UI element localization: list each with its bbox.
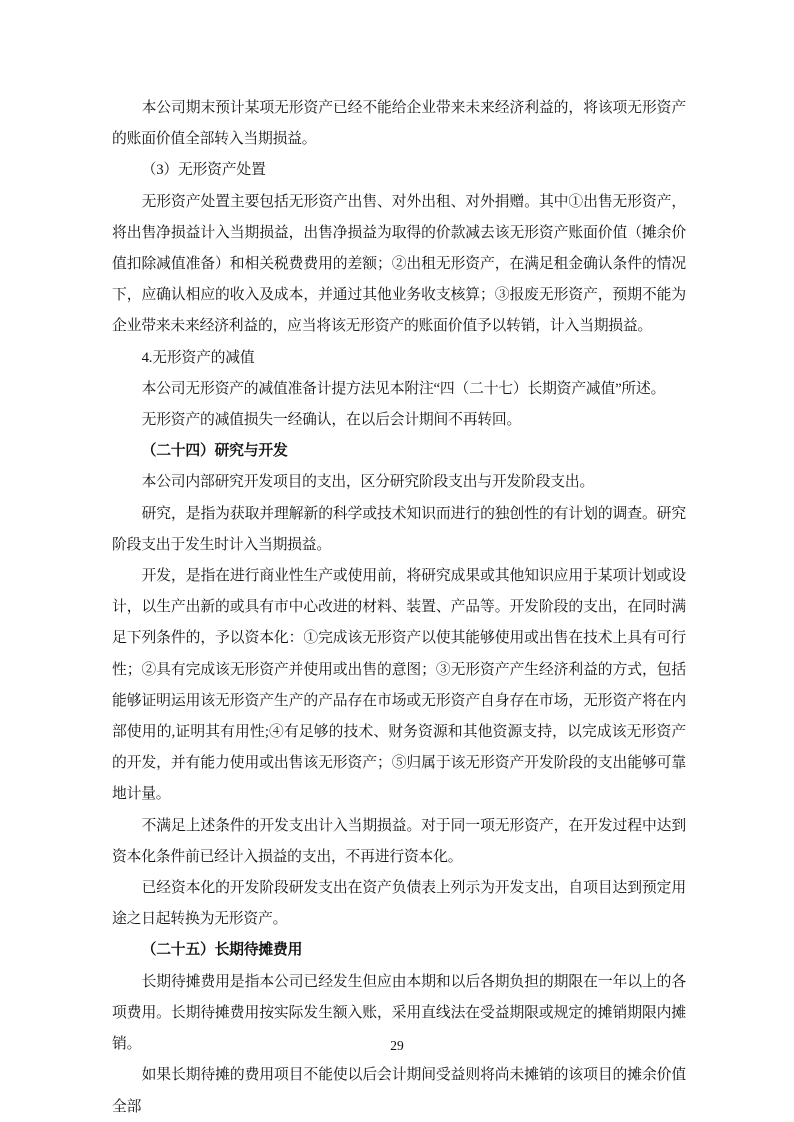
paragraph-deferred-expenses-definition: 长期待摊费用是指本公司已经发生但应由本期和以后各期负担的期限在一年以上的各项费用。长期待摊费用按实际发生额入账，采用直线法在受益期限或规定的摊销期限内摊销。	[112, 973, 686, 1053]
section-heading-longterm-deferred-expenses: （二十五）长期待摊费用	[141, 942, 303, 959]
paragraph-intangible-disposal-detail: 无形资产处置主要包括无形资产出售、对外出租、对外捐赠。其中①出售无形资产，将出售净损益计入当期损益，出售净损益为取得的价款减去该无形资产账面价值（摊余价值扣除减值准备）和相关税费费用的差额；②出租无形资产，在满足租金确认条件的情况下，应确认相应的收入及成本，并通过其他业务收支核算；③报废无形资产，预期不能为企业带来未来经济利益的，应当将该无形资产的账面价值予以转销，计入当期损益。	[112, 193, 686, 335]
page-number: 29	[390, 1038, 404, 1053]
section-heading-research-development: （二十四）研究与开发	[141, 443, 288, 460]
paragraph-development-definition: 开发，是指在进行商业性生产或使用前，将研究成果或其他知识应用于某项计划或设计，以生产出新的或具有市中心改进的材料、装置、产品等。开发阶段的支出，在同时满足下列条件的，予以资本化：①完成该无形资产以使其能够使用或出售在技术上具有可行性；②具有完成该无形资产并使用或出售的意图；③无形资产产生经济利益的方式，包括能够证明运用该无形资产生产的产品存在市场或无形资产自身存在市场，无形资产将在内部使用的,证明其有用性;④有足够的技术、财务资源和其他资源支持，以完成该无形资产的开发，并有能力使用或出售该无形资产；⑤归属于该无形资产开发阶段的支出能够可靠地计量。	[112, 568, 686, 803]
paragraph-development-expense: 不满足上述条件的开发支出计入当期损益。对于同一项无形资产，在开发过程中达到资本化条件前已经计入损益的支出，不再进行资本化。	[112, 817, 686, 865]
paragraph-impairment-method: 本公司无形资产的减值准备计提方法见本附注“四（二十七）长期资产减值”所述。	[141, 380, 666, 397]
paragraph-intangible-writeoff: 本公司期末预计某项无形资产已经不能给企业带来未来经济利益的，将该项无形资产的账面价值全部转入当期损益。	[112, 100, 686, 148]
paragraph-research-definition: 研究，是指为获取并理解新的科学或技术知识而进行的独创性的有计划的调查。研究阶段支出于发生时计入当期损益。	[112, 505, 686, 553]
paragraph-deferred-expenses-writeoff: 如果长期待摊的费用项目不能使以后会计期间受益则将尚未摊销的该项目的摊余价值全部	[112, 1067, 686, 1115]
document-body	[112, 93, 686, 1122]
paragraph-capitalized-development: 已经资本化的开发阶段研发支出在资产负债表上列示为开发支出，自项目达到预定用途之日起转换为无形资产。	[112, 880, 686, 928]
subheading-intangible-impairment: 4.无形资产的减值	[141, 349, 255, 366]
subheading-intangible-disposal: （3）无形资产处置	[141, 162, 266, 179]
paragraph-rd-split: 本公司内部研究开发项目的支出，区分研究阶段支出与开发阶段支出。	[141, 474, 595, 491]
paragraph-impairment-no-reversal: 无形资产的减值损失一经确认，在以后会计期间不再转回。	[141, 412, 522, 429]
